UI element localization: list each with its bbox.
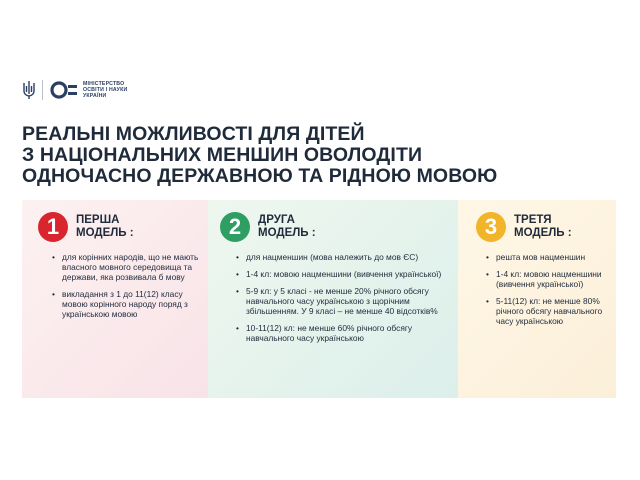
ministry-header xyxy=(22,78,127,102)
model-card-second xyxy=(208,200,458,398)
list-item: • викладання з 1 до 11(12) класу мовою корінного народу поряд з українською мовою xyxy=(62,289,202,319)
model-title-line: МОДЕЛЬ : xyxy=(514,227,572,239)
ministry-name xyxy=(83,81,127,99)
list-item: • для нацменшин (мова належить до мов ЄС) xyxy=(246,252,452,262)
model-title xyxy=(514,214,572,240)
model-number-badge: 1 xyxy=(38,212,68,242)
title-line: ОДНОЧАСНО ДЕРЖАВНОЮ ТА РІДНОЮ МОВОЮ xyxy=(22,165,498,187)
title-line: РЕАЛЬНІ МОЖЛИВОСТІ ДЛЯ ДІТЕЙ xyxy=(22,123,365,145)
list-item: • 1-4 кл: мовою нацменшини (вивчення української) xyxy=(246,269,452,279)
list-item: • 5-11(12) кл: не менше 80% річного обсягу навчального часу українською xyxy=(496,296,612,326)
list-item: • 1-4 кл: мовою нацменшини (вивчення української) xyxy=(496,269,612,289)
model-title xyxy=(76,214,134,240)
title-line: З НАЦІОНАЛЬНИХ МЕНШИН ОВОЛОДІТИ xyxy=(22,144,423,166)
ministry-name-line: УКРАЇНИ xyxy=(83,93,107,99)
model-bullet-list xyxy=(62,252,202,326)
trident-icon xyxy=(22,80,36,100)
list-item: • для корінних народів, що не мають власного мовного середовища та держави, яка розвивала б мову xyxy=(62,252,202,282)
model-title xyxy=(258,214,316,240)
model-bullet-list xyxy=(496,252,612,333)
ministry-name-line: ОСВІТИ І НАУКИ xyxy=(83,87,128,93)
model-card-third xyxy=(458,200,616,398)
ministry-name-line: МІНІСТЕРСТВО xyxy=(83,81,125,87)
page-title xyxy=(22,124,622,187)
list-item: • 10-11(12) кл: не менше 60% річного обсягу навчального часу українською xyxy=(246,323,452,343)
model-number-badge: 3 xyxy=(476,212,506,242)
model-bullet-list xyxy=(246,252,452,350)
model-title-line: МОДЕЛЬ : xyxy=(76,227,134,239)
model-card-first xyxy=(22,200,208,398)
model-title-line: ТРЕТЯ xyxy=(514,214,552,226)
header-divider xyxy=(42,80,43,100)
model-title-line: ПЕРША xyxy=(76,214,120,226)
ministry-logo-icon xyxy=(50,80,78,100)
list-item: • решта мов нацменшин xyxy=(496,252,612,262)
model-number-badge: 2 xyxy=(220,212,250,242)
model-title-line: ДРУГА xyxy=(258,214,295,226)
model-title-line: МОДЕЛЬ : xyxy=(258,227,316,239)
list-item: • 5-9 кл: у 5 класі - не менше 20% річного обсягу навчального часу українською з щорічним збільшенням. У 9 класі – не менше 40 відсотків% xyxy=(246,286,452,316)
